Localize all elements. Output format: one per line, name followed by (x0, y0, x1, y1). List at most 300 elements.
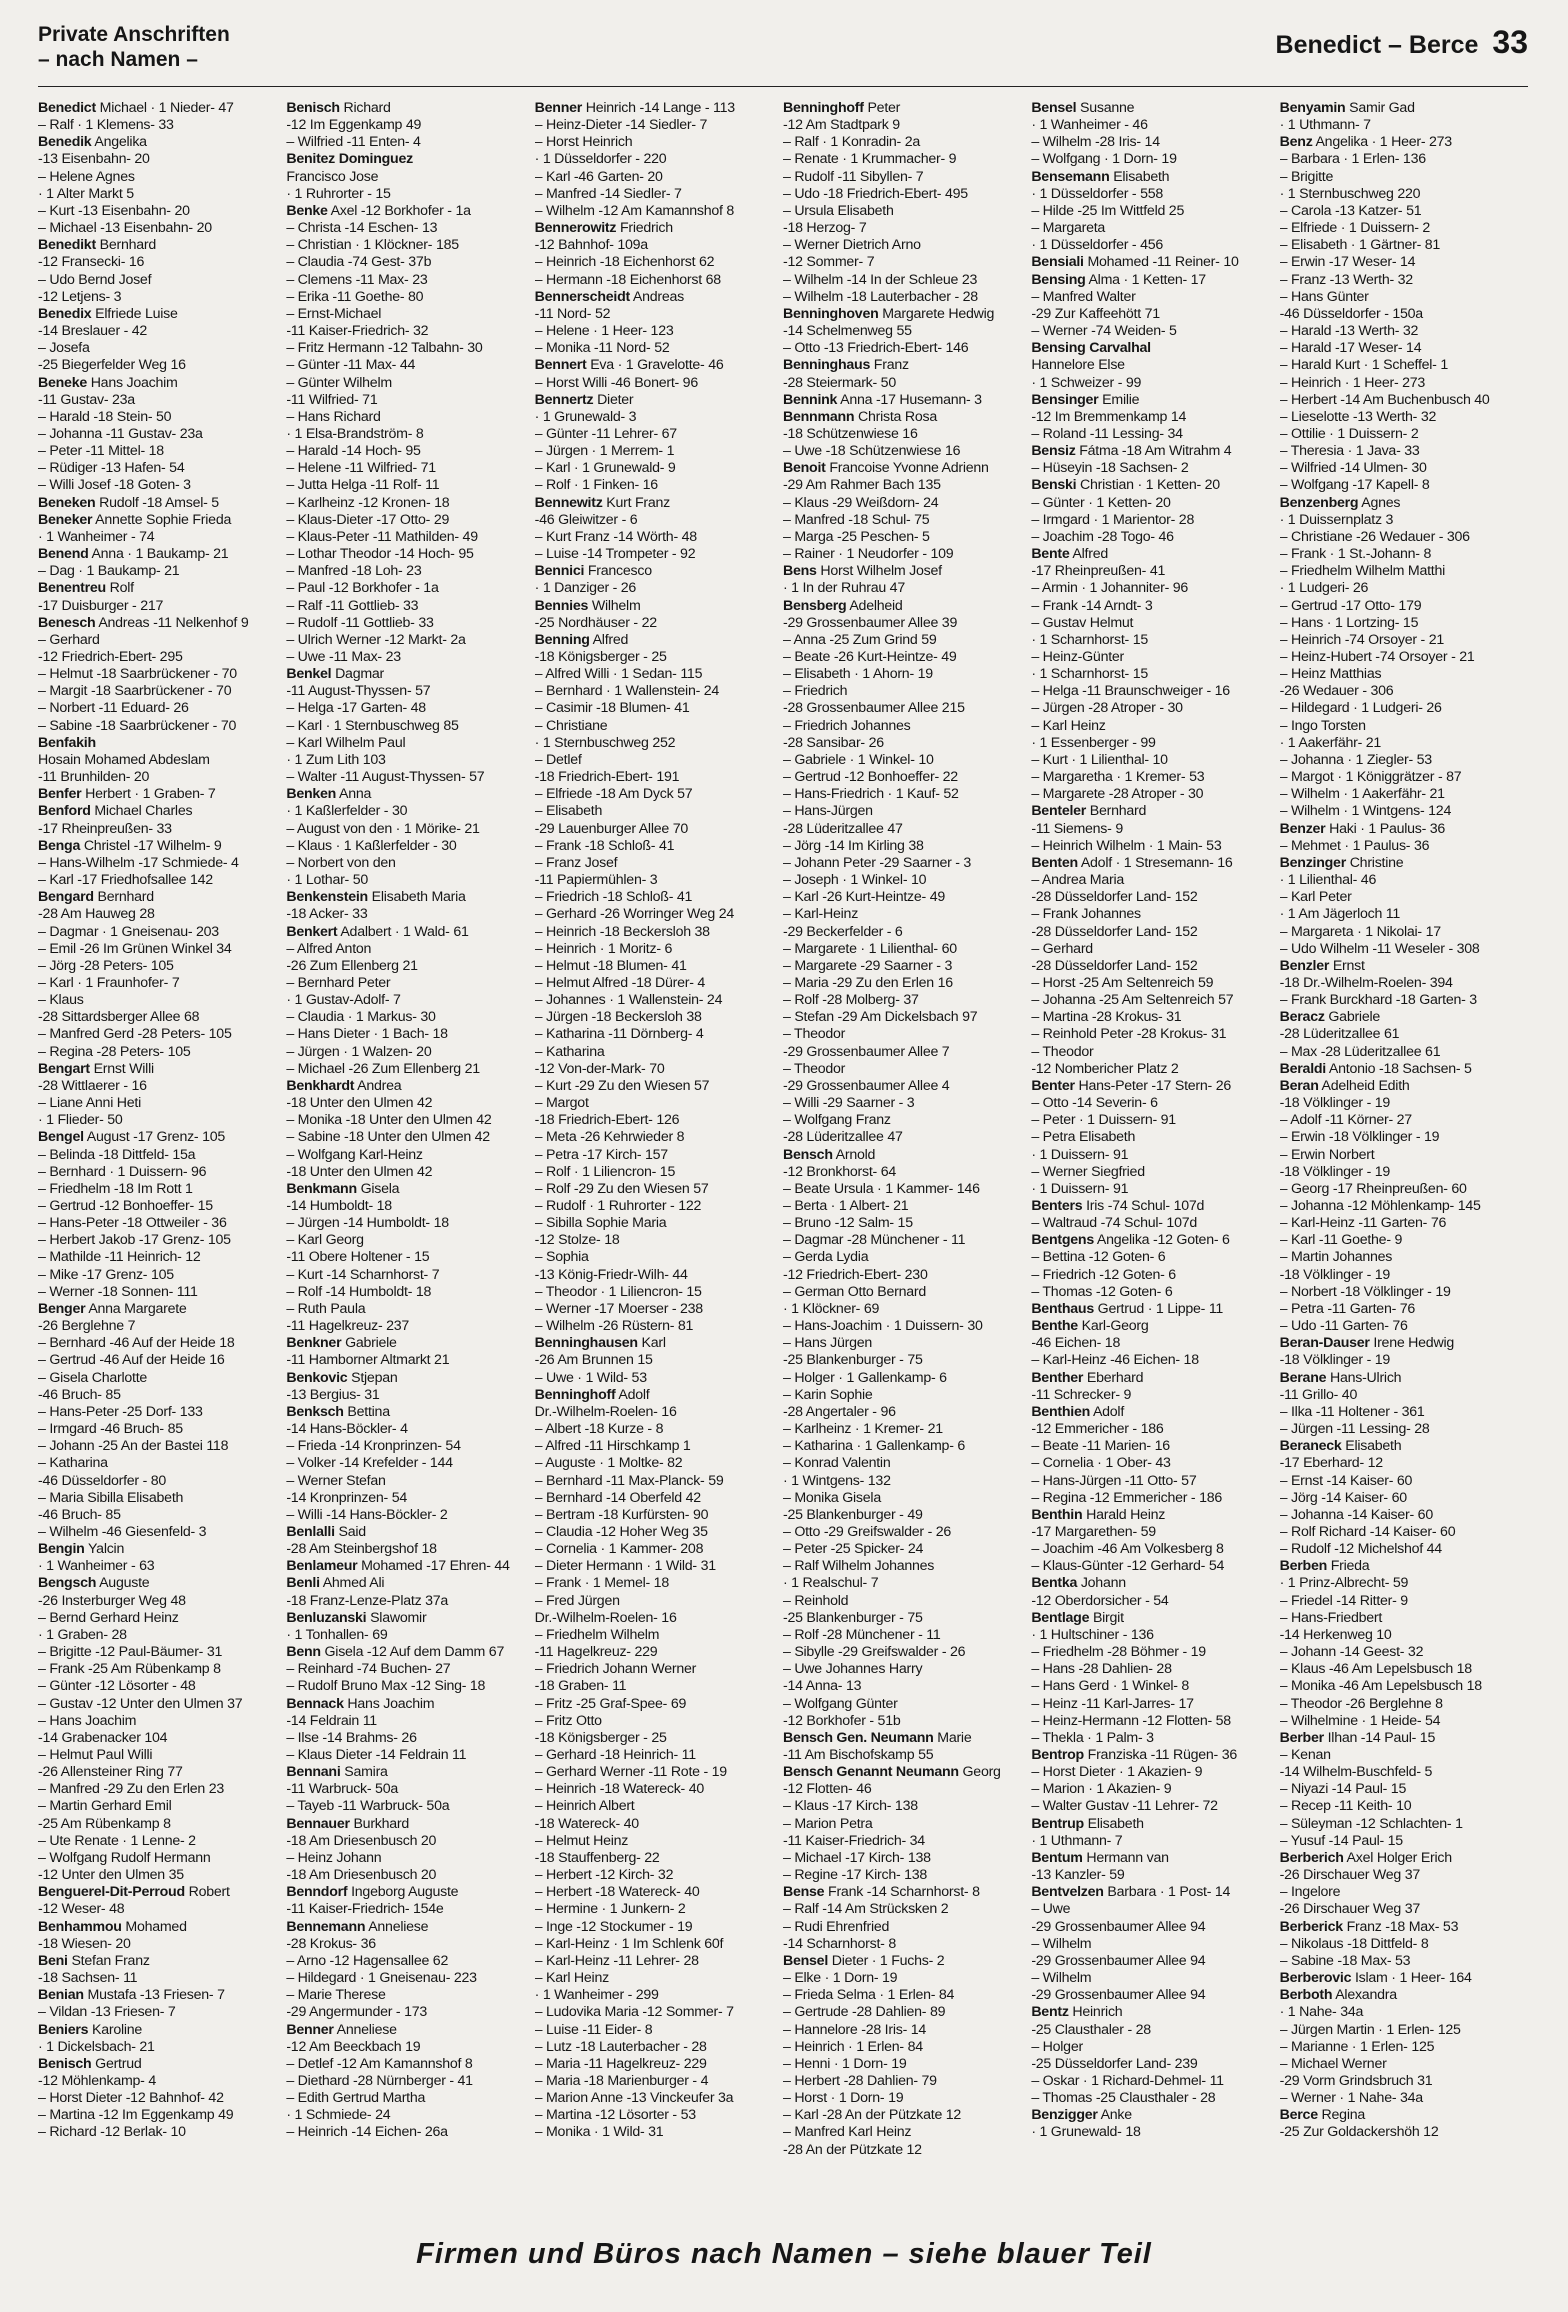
entry-details: – Karlheinz · 1 Kremer- 21 (782, 1421, 943, 1438)
surname: Bennici (534, 563, 585, 580)
entry-details: -18 Friedrich-Ebert- 126 (534, 1112, 680, 1129)
entry-details: -12 Möhlenkamp- 4 (38, 2072, 156, 2089)
directory-entry (1280, 906, 1524, 923)
entry-details: – Heinrich -18 Beckersloh 38 (534, 923, 710, 940)
entry-details: -17 Rheinpreußen- 33 (38, 820, 172, 837)
entry-details: -29 Am Rahmer Bach 135 (782, 477, 941, 494)
entry-details: Hosain Mohamed Abdeslam (38, 751, 210, 768)
entry-details: -46 Düsseldorfer - 80 (38, 1472, 167, 1489)
directory-entry (783, 580, 1027, 597)
directory-entry (1280, 1850, 1524, 1867)
directory-entry (286, 1816, 530, 1833)
directory-entry (783, 1026, 1027, 1043)
directory-entry (1031, 1953, 1275, 1970)
directory-entry (286, 1095, 530, 1112)
entry-details: – Fritz Hermann -12 Talbahn- 30 (286, 340, 483, 357)
entry-details: – Helmut -18 Blumen- 41 (534, 957, 687, 974)
surname: Bensing (1031, 271, 1086, 288)
entry-details: – Alfred Willi · 1 Sedan- 115 (534, 666, 703, 683)
entry-details: – Otto -14 Severin- 6 (1031, 1095, 1158, 1112)
directory-entry (286, 375, 530, 392)
entry-details: Michael Charles (94, 803, 193, 820)
directory-entry (38, 220, 282, 237)
directory-entry (1031, 563, 1275, 580)
directory-entry (783, 1644, 1027, 1661)
entry-details: – Norbert von den (286, 854, 396, 871)
entry-details: · 1 Wintgens- 132 (782, 1472, 891, 1489)
entry-details: – Thekla · 1 Palm- 3 (1031, 1729, 1154, 1746)
entry-details: -28 An der Pützkate 12 (782, 2141, 922, 2158)
entry-details: -46 Eichen- 18 (1031, 1335, 1121, 1352)
directory-entry (1280, 821, 1524, 838)
directory-entry (1031, 306, 1275, 323)
entry-details: Emilie (1102, 391, 1140, 408)
entry-details: – Erwin -17 Weser- 14 (1279, 254, 1416, 271)
surname: Benten (1031, 854, 1078, 871)
entry-details: – Karl · 1 Grunewald- 9 (534, 460, 676, 477)
entry-details: – Hans Dieter · 1 Bach- 18 (286, 1026, 448, 1043)
entry-details: – Dagmar · 1 Gneisenau- 203 (38, 923, 219, 940)
directory-entry (38, 2039, 282, 2056)
entry-details: – Theresia · 1 Java- 33 (1279, 443, 1420, 460)
name-range: Benedict – Berce (1275, 31, 1479, 59)
directory-entry (38, 2056, 282, 2073)
directory-entry (535, 546, 779, 563)
entry-details: – Max -28 Lüderitzallee 61 (1279, 1043, 1441, 1060)
entry-details: · 1 Schweizer - 99 (1031, 374, 1142, 391)
directory-entry (783, 1095, 1027, 1112)
directory-entry (783, 186, 1027, 203)
surname: Berberick (1279, 1918, 1343, 1935)
surname: Bennani (286, 1764, 341, 1781)
entry-details: -29 Grossenbaumer Allee 7 (782, 1043, 950, 1060)
directory-entry (1280, 1147, 1524, 1164)
entry-details: – Rolf · 1 Finken- 16 (534, 477, 658, 494)
entry-details: – Sibilla Sophie Maria (534, 1215, 667, 1232)
entry-details: · 1 Uthmann- 7 (1031, 1832, 1123, 1849)
entry-details: – Kurt -13 Eisenbahn- 20 (38, 202, 190, 219)
directory-column (286, 100, 530, 2180)
directory-entry (783, 495, 1027, 512)
directory-entry (286, 392, 530, 409)
directory-entry (535, 1575, 779, 1592)
entry-details: – Rainer · 1 Neudorfer - 109 (782, 546, 954, 563)
directory-entry (1031, 958, 1275, 975)
directory-entry (1031, 1370, 1275, 1387)
surname: Benlameur (286, 1558, 358, 1575)
entry-details: -17 Duisburger - 217 (38, 597, 164, 614)
entry-details: -11 Gustav- 23a (38, 391, 135, 408)
entry-details: – Klaus -46 Am Lepelsbusch 18 (1279, 1661, 1472, 1678)
directory-entry (1031, 323, 1275, 340)
directory-entry (535, 477, 779, 494)
surname: Benzenberg (1279, 494, 1359, 511)
directory-entry (535, 151, 779, 168)
directory-entry (1031, 1781, 1275, 1798)
entry-details: – Bernhard -46 Auf der Heide 18 (38, 1335, 235, 1352)
entry-details: -14 Wilhelm-Buschfeld- 5 (1279, 1764, 1433, 1781)
entry-details: -28 Lüderitzallee 61 (1279, 1026, 1400, 1043)
directory-entry (1031, 838, 1275, 855)
directory-entry (286, 1850, 530, 1867)
directory-entry (1031, 683, 1275, 700)
entry-details: – Udo Wilhelm -11 Weseler - 308 (1279, 940, 1480, 957)
entry-details: – Martina -12 Im Eggenkamp 49 (38, 2107, 234, 2124)
entry-details: – Beate -11 Marien- 16 (1031, 1438, 1170, 1455)
surname: Benkhardt (286, 1077, 355, 1094)
entry-details: – Fritz -25 Graf-Spee- 69 (534, 1695, 687, 1712)
directory-entry (1280, 1078, 1524, 1095)
entry-details: Franz -18 Max- 53 (1346, 1918, 1459, 1935)
directory-entry (1031, 1901, 1275, 1918)
directory-entry (286, 1232, 530, 1249)
entry-details: – Jürgen -11 Lessing- 28 (1279, 1421, 1430, 1438)
entry-details: – Marie Therese (286, 1987, 386, 2004)
directory-entry (1280, 1044, 1524, 1061)
directory-entry (286, 151, 530, 168)
directory-entry (1031, 460, 1275, 477)
directory-entry (286, 598, 530, 615)
directory-entry (38, 254, 282, 271)
entry-details: – Günter -11 Lehrer- 67 (534, 425, 677, 442)
directory-entry (535, 1044, 779, 1061)
entry-details: – Belinda -18 Dittfeld- 15a (38, 1146, 196, 1163)
surname: Benninghaus (782, 357, 871, 374)
entry-details: – Karl-Heinz (782, 906, 859, 923)
entry-details: Alfred (1072, 546, 1108, 563)
directory-entry (783, 1267, 1027, 1284)
entry-details: – Detlef (534, 751, 582, 768)
surname: Benedict (38, 100, 96, 116)
directory-entry (1280, 426, 1524, 443)
surname: Benthin (1031, 1506, 1083, 1523)
directory-entry (1280, 1884, 1524, 1901)
directory-entry (286, 443, 530, 460)
directory-entry (1031, 546, 1275, 563)
entry-details: – Rolf -28 Molberg- 37 (782, 992, 919, 1009)
directory-entry (1031, 615, 1275, 632)
entry-details: -14 Hans-Böckler- 4 (286, 1421, 408, 1438)
entry-details: -11 Wilfried- 71 (286, 391, 378, 408)
entry-details: · 1 Scharnhorst- 15 (1031, 666, 1149, 683)
entry-details: – Wilhelm -28 Iris- 14 (1031, 134, 1160, 151)
directory-entry (783, 700, 1027, 717)
directory-entry (38, 735, 282, 752)
entry-details: – Brigitte (1279, 168, 1334, 185)
directory-entry (783, 1129, 1027, 1146)
entry-details: · 1 Duissern- 91 (1031, 1180, 1129, 1197)
directory-entry (38, 117, 282, 134)
entry-details: – Margarete -29 Saarner - 3 (782, 957, 953, 974)
entry-details: – Liane Anni Heti (38, 1095, 142, 1112)
directory-entry (286, 906, 530, 923)
directory-entry (1031, 1558, 1275, 1575)
directory-entry (535, 1198, 779, 1215)
directory-entry (1031, 1455, 1275, 1472)
directory-entry (1280, 1558, 1524, 1575)
directory-entry (1280, 1335, 1524, 1352)
directory-entry (38, 1884, 282, 1901)
entry-details: · 1 Dickelsbach- 21 (38, 2038, 155, 2055)
entry-details: – Sabine -18 Unter den Ulmen 42 (286, 1129, 490, 1146)
entry-details: – Michael Werner (1279, 2055, 1387, 2072)
surname: Benisch (286, 100, 340, 116)
entry-details: – Franz -13 Werth- 32 (1279, 271, 1413, 288)
entry-details: – Georg -17 Rheinpreußen- 60 (1279, 1180, 1467, 1197)
entry-details: Ernst Willi (93, 1060, 154, 1077)
directory-entry (783, 477, 1027, 494)
directory-entry (1280, 1438, 1524, 1455)
entry-details: – Heinrich -18 Eichenhorst 62 (534, 254, 715, 271)
directory-entry (535, 1129, 779, 1146)
directory-entry (1280, 2056, 1524, 2073)
directory-entry (783, 889, 1027, 906)
directory-entry (783, 1112, 1027, 1129)
entry-details: -12 Weser- 48 (38, 1901, 125, 1918)
directory-entry (38, 906, 282, 923)
entry-details: Karoline (92, 2021, 143, 2038)
entry-details: – Michael -13 Eisenbahn- 20 (38, 220, 212, 237)
entry-details: – Gerhard (38, 631, 100, 648)
directory-entry (286, 1009, 530, 1026)
entry-details: – Josefa (38, 340, 90, 357)
directory-entry (1031, 2124, 1275, 2141)
directory-entry (783, 1610, 1027, 1627)
page-header-right (1276, 24, 1528, 61)
entry-details: – Ernst -14 Kaiser- 60 (1279, 1472, 1413, 1489)
entry-details: – Heinrich Wilhelm · 1 Main- 53 (1031, 837, 1222, 854)
directory-entry (38, 1284, 282, 1301)
directory-entry (1031, 1713, 1275, 1730)
entry-details: – Wilhelmine · 1 Heide- 54 (1279, 1712, 1441, 1729)
entry-details: – Meta -26 Kehrwieder 8 (534, 1129, 685, 1146)
entry-details: – Wolfgang Karl-Heinz (286, 1146, 423, 1163)
directory-entry (38, 752, 282, 769)
entry-details: – Kurt -14 Scharnhorst- 7 (286, 1266, 440, 1283)
entry-details: Angelika -12 Goten- 6 (1096, 1232, 1230, 1249)
entry-details: -29 Grossenbaumer Allee 39 (782, 614, 958, 631)
entry-details: -25 Biegerfelder Weg 16 (38, 357, 186, 374)
entry-details: Barbara · 1 Post- 14 (1107, 1884, 1231, 1901)
directory-entry (1031, 2004, 1275, 2021)
entry-details: Anna -17 Husemann- 3 (840, 391, 982, 408)
entry-details: – Armin · 1 Johanniter- 96 (1031, 580, 1189, 597)
entry-details: -28 Düsseldorfer Land- 152 (1031, 923, 1198, 940)
entry-details: – Günter Wilhelm (286, 374, 392, 391)
directory-entry (38, 272, 282, 289)
directory-entry (1031, 1850, 1275, 1867)
directory-entry (535, 1455, 779, 1472)
directory-entry (38, 924, 282, 941)
directory-entry (1280, 941, 1524, 958)
entry-details: – Ruth Paula (286, 1300, 366, 1317)
directory-entry (1031, 1884, 1275, 1901)
directory-entry (1031, 1061, 1275, 1078)
directory-entry (1031, 580, 1275, 597)
entry-details: · 1 In der Ruhrau 47 (782, 580, 905, 597)
directory-entry (38, 580, 282, 597)
directory-entry (1280, 1713, 1524, 1730)
directory-entry (1280, 443, 1524, 460)
entry-details: Kurt Franz (606, 494, 670, 511)
entry-details: – Margareta (1031, 220, 1106, 237)
directory-entry (783, 134, 1027, 151)
directory-entry (1031, 1798, 1275, 1815)
directory-entry (535, 1267, 779, 1284)
entry-details: Annette Sophie Frieda (95, 511, 232, 528)
directory-entry (38, 975, 282, 992)
directory-entry (535, 872, 779, 889)
entry-details: -18 Sachsen- 11 (38, 1970, 138, 1987)
entry-details: -18 Völklinger - 19 (1279, 1266, 1391, 1283)
directory-entry (783, 1627, 1027, 1644)
entry-details: – Martina -12 Lösorter - 53 (534, 2107, 696, 2124)
directory-entry (1031, 237, 1275, 254)
entry-details: – Bernhard -11 Max-Planck- 59 (534, 1472, 724, 1489)
surname: Benninghoff (782, 100, 864, 116)
directory-entry (38, 1850, 282, 1867)
entry-details: – Johanna -14 Kaiser- 60 (1279, 1506, 1433, 1523)
entry-details: – Gabriele · 1 Winkel- 10 (782, 751, 934, 768)
directory-entry (286, 1198, 530, 1215)
entry-details: – Reinhard -74 Buchen- 27 (286, 1661, 451, 1678)
entry-details: Alfred (592, 631, 629, 648)
directory-entry (535, 803, 779, 820)
entry-details: Dieter (597, 391, 634, 408)
entry-details: – Bertram -18 Kurfürsten- 90 (534, 1506, 709, 1523)
entry-details: – Mathilde -11 Heinrich- 12 (38, 1249, 201, 1266)
directory-entry (783, 683, 1027, 700)
directory-entry (535, 169, 779, 186)
directory-entry (1031, 1147, 1275, 1164)
directory-entry (286, 529, 530, 546)
entry-details: – Horst Willi -46 Bonert- 96 (534, 374, 698, 391)
directory-entry (1031, 169, 1275, 186)
surname: Bensing Carvalhal (1031, 340, 1151, 357)
entry-details: – Tayeb -11 Warbruck- 50a (286, 1798, 450, 1815)
entry-details: – Renate · 1 Krummacher- 9 (782, 151, 957, 168)
entry-details: – Gerhard -18 Heinrich- 11 (534, 1747, 696, 1763)
directory-entry (286, 1867, 530, 1884)
entry-details: – Harald -14 Hoch- 95 (286, 443, 421, 460)
directory-entry (286, 1987, 530, 2004)
entry-details: – Johanna -12 Möhlenkamp- 145 (1279, 1198, 1481, 1214)
entry-details: Angelika · 1 Heer- 273 (1315, 134, 1452, 151)
directory-entry (1280, 1232, 1524, 1249)
directory-entry (783, 289, 1027, 306)
directory-entry (286, 306, 530, 323)
directory-entry (38, 769, 282, 786)
entry-details: – Hans-Friedbert (1279, 1609, 1383, 1626)
directory-entry (783, 1678, 1027, 1695)
directory-entry (535, 1610, 779, 1627)
entry-details: -11 Hagelkreuz- 229 (534, 1644, 658, 1661)
entry-details: Robert (188, 1884, 230, 1901)
entry-details: – Gertrud -46 Auf der Heide 16 (38, 1352, 225, 1369)
directory-entry (286, 1370, 530, 1387)
directory-entry (286, 1833, 530, 1850)
directory-entry (38, 1490, 282, 1507)
directory-entry (38, 1198, 282, 1215)
entry-details: – Jörg -14 Kaiser- 60 (1279, 1489, 1407, 1506)
entry-details: – Nikolaus -18 Dittfeld- 8 (1279, 1935, 1429, 1952)
directory-entry (38, 2107, 282, 2124)
directory-entry (286, 1953, 530, 1970)
entry-details: – Uwe · 1 Wild- 53 (534, 1369, 647, 1386)
entry-details: – Herbert -18 Watereck- 40 (534, 1884, 700, 1901)
entry-details: – Wolfgang -17 Kapell- 8 (1279, 477, 1430, 494)
entry-details: -28 Sansibar- 26 (782, 734, 884, 751)
entry-details: Marie (937, 1729, 972, 1746)
entry-details: – Albert -18 Kurze - 8 (534, 1421, 664, 1438)
directory-entry (1031, 855, 1275, 872)
entry-details: -13 König-Friedr-Wilh- 44 (534, 1266, 688, 1283)
directory-entry (535, 186, 779, 203)
entry-details: -11 Papiermühlen- 3 (534, 872, 658, 889)
directory-entry (1280, 786, 1524, 803)
directory-entry (1031, 1284, 1275, 1301)
entry-details: – Karl-Heinz · 1 Im Schlenk 60f (534, 1935, 724, 1952)
directory-entry (38, 100, 282, 117)
directory-entry (783, 254, 1027, 271)
directory-entry (1031, 1507, 1275, 1524)
directory-entry (1031, 1524, 1275, 1541)
directory-entry (38, 855, 282, 872)
directory-entry (1031, 529, 1275, 546)
surname: Benkovic (286, 1369, 348, 1386)
entry-details: Adelheid (849, 597, 903, 614)
entry-details: – Sophia (534, 1249, 589, 1266)
directory-entry (286, 460, 530, 477)
entry-details: · 1 Prinz-Albrecht- 59 (1279, 1575, 1409, 1592)
surname: Bennerowitz (534, 220, 617, 237)
directory-entry (38, 1352, 282, 1369)
entry-details: Hans Joachim (347, 1695, 435, 1712)
directory-entry (535, 2073, 779, 2090)
entry-details: -25 Am Rübenkamp 8 (38, 1815, 171, 1832)
directory-entry (783, 941, 1027, 958)
entry-details: – Willi Josef -18 Goten- 3 (38, 477, 191, 494)
surname: Bensch Gen. Neumann (782, 1729, 934, 1746)
directory-entry (1280, 1164, 1524, 1181)
surname: Berberich (1279, 1849, 1344, 1866)
directory-entry (286, 2056, 530, 2073)
entry-details: – Luise -11 Eider- 8 (534, 2021, 653, 2038)
entry-details: – Hans Richard (286, 408, 381, 425)
entry-details: – Frank -18 Schloß- 41 (534, 837, 675, 854)
directory-entry (1031, 803, 1275, 820)
entry-details: · 1 Duissernplatz 3 (1279, 511, 1394, 528)
entry-details: – Claudia -74 Gest- 37b (286, 254, 432, 271)
entry-details: Bernhard (97, 889, 154, 906)
directory-entry (38, 1936, 282, 1953)
entry-details: -18 Am Driesenbusch 20 (286, 1832, 437, 1849)
directory-entry (38, 649, 282, 666)
entry-details: -26 Berglehne 7 (38, 1318, 136, 1335)
directory-entry (38, 1919, 282, 1936)
directory-entry (38, 2090, 282, 2107)
entry-details: – Johann -14 Geest- 32 (1279, 1644, 1424, 1661)
directory-entry (1031, 1919, 1275, 1936)
entry-details: – Margit -18 Saarbrückener - 70 (38, 683, 232, 700)
entry-details: – Karl Heinz (1031, 717, 1106, 734)
directory-entry (783, 1232, 1027, 1249)
directory-entry (286, 838, 530, 855)
entry-details: – Kenan (1279, 1747, 1331, 1763)
entry-details: Johann (1080, 1575, 1126, 1592)
surname: Bengel (38, 1129, 84, 1146)
entry-details: – Frank -14 Arndt- 3 (1031, 597, 1153, 614)
